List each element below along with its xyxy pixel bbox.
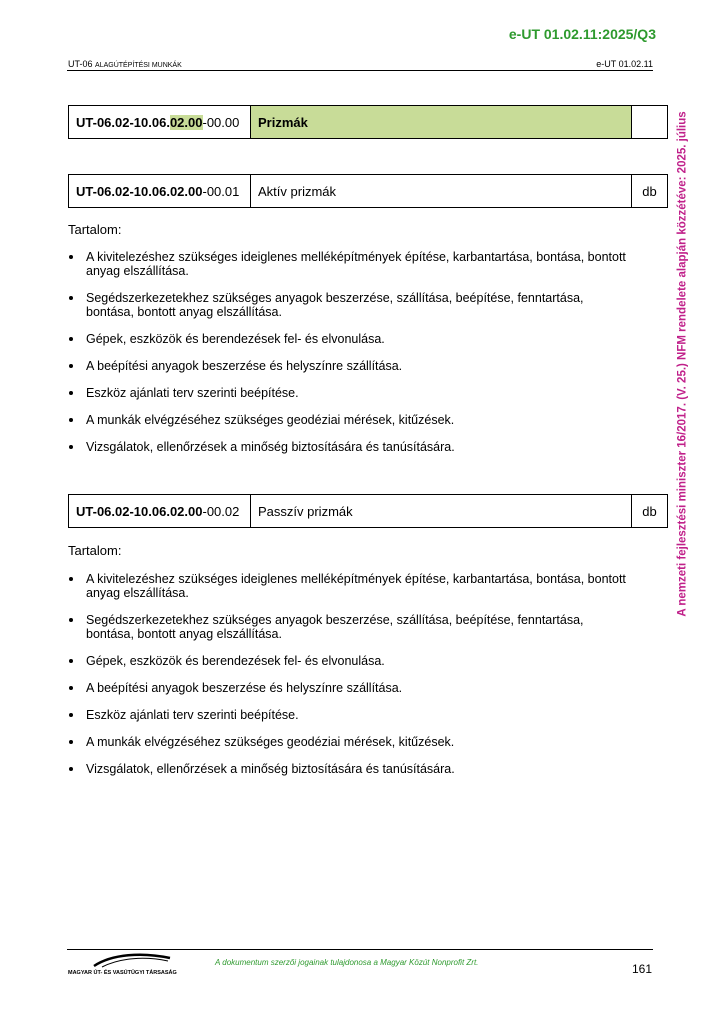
- copyright-note: A dokumentum szerzői jogainak tulajdonosa a Magyar Közút Nonprofit Zrt.: [215, 958, 479, 967]
- item-unit-cell: db: [642, 503, 657, 519]
- item-code-cell: [69, 175, 251, 207]
- item-row: [68, 174, 668, 208]
- society-logo: [68, 952, 178, 976]
- item-unit-cell: db: [642, 183, 657, 199]
- group-unit-cell: [632, 106, 667, 138]
- item-code-rest: -00.01: [202, 183, 240, 199]
- item-title-cell: Aktív prizmák: [251, 175, 632, 207]
- list-item: A kivitelezéshez szükséges ideiglenes melléképítmények építése, karbantartása, bontása, bontott anyag elszállítása.: [68, 250, 628, 278]
- content-list: [68, 250, 628, 467]
- list-item: A beépítési anyagok beszerzése és helyszínre szállítása.: [68, 681, 628, 695]
- group-code-b: 02.00: [169, 114, 203, 130]
- content-label: Tartalom:: [68, 222, 122, 237]
- group-title-cell: [251, 106, 632, 138]
- content-list: [68, 572, 628, 789]
- group-row: [68, 105, 668, 139]
- list-item: Vizsgálatok, ellenőrzések a minőség biztosítására és tanúsítására.: [68, 762, 628, 776]
- item-code-bold: UT-06.02-10.06.02.00: [76, 183, 203, 199]
- list-item: A beépítési anyagok beszerzése és helyszínre szállítása.: [68, 359, 628, 373]
- list-item: Gépek, eszközök és berendezések fel- és elvonulása.: [68, 654, 628, 668]
- group-code-a: UT-06.02-10.06.: [76, 114, 170, 130]
- running-header-section: [68, 59, 182, 69]
- list-item: A kivitelezéshez szükséges ideiglenes melléképítmények építése, karbantartása, bontása, bontott anyag elszállítása.: [68, 572, 628, 600]
- footer-rule: [67, 949, 653, 950]
- side-publication-note: A nemzeti fejlesztési miniszter 16/2017. (V. 25.) NFM rendelete alapján közzétéve: 2025. július: [677, 110, 690, 617]
- list-item: Vizsgálatok, ellenőrzések a minőség biztosítására és tanúsítására.: [68, 440, 628, 454]
- item-code-cell: [69, 495, 251, 527]
- content-label: Tartalom:: [68, 543, 122, 558]
- item-row: [68, 494, 668, 528]
- running-header-code: e-UT 01.02.11: [596, 59, 653, 69]
- item-title-cell: Passzív prizmák: [251, 495, 632, 527]
- page-number: 161: [631, 962, 652, 976]
- logo-text: MAGYAR ÚT- ÉS VASÚTÜGYI TÁRSASÁG: [68, 970, 177, 976]
- list-item: Gépek, eszközök és berendezések fel- és elvonulása.: [68, 332, 628, 346]
- document-code: e-UT 01.02.11:2025/Q3: [508, 26, 656, 42]
- group-title: Prizmák: [258, 114, 308, 130]
- list-item: Segédszerkezetekhez szükséges anyagok beszerzése, szállítása, beépítése, fenntartása, bontása, bontott anyag elszállítása.: [68, 613, 628, 641]
- list-item: A munkák elvégzéséhez szükséges geodéziai mérések, kitűzések.: [68, 735, 628, 749]
- section-title: ALAGÚTÉPÍTÉSI MUNKÁK: [95, 62, 182, 69]
- header-rule: [67, 70, 653, 71]
- group-code-cell: [69, 106, 251, 138]
- item-code-bold: UT-06.02-10.06.02.00: [76, 503, 203, 519]
- list-item: Eszköz ajánlati terv szerinti beépítése.: [68, 708, 628, 722]
- list-item: Segédszerkezetekhez szükséges anyagok beszerzése, szállítása, beépítése, fenntartása, bontása, bontott anyag elszállítása.: [68, 291, 628, 319]
- group-code-c: -00.00: [202, 114, 240, 130]
- list-item: A munkák elvégzéséhez szükséges geodéziai mérések, kitűzések.: [68, 413, 628, 427]
- road-swoosh-icon: [92, 952, 172, 968]
- item-code-rest: -00.02: [202, 503, 240, 519]
- section-prefix: UT-06: [68, 59, 93, 69]
- list-item: Eszköz ajánlati terv szerinti beépítése.: [68, 386, 628, 400]
